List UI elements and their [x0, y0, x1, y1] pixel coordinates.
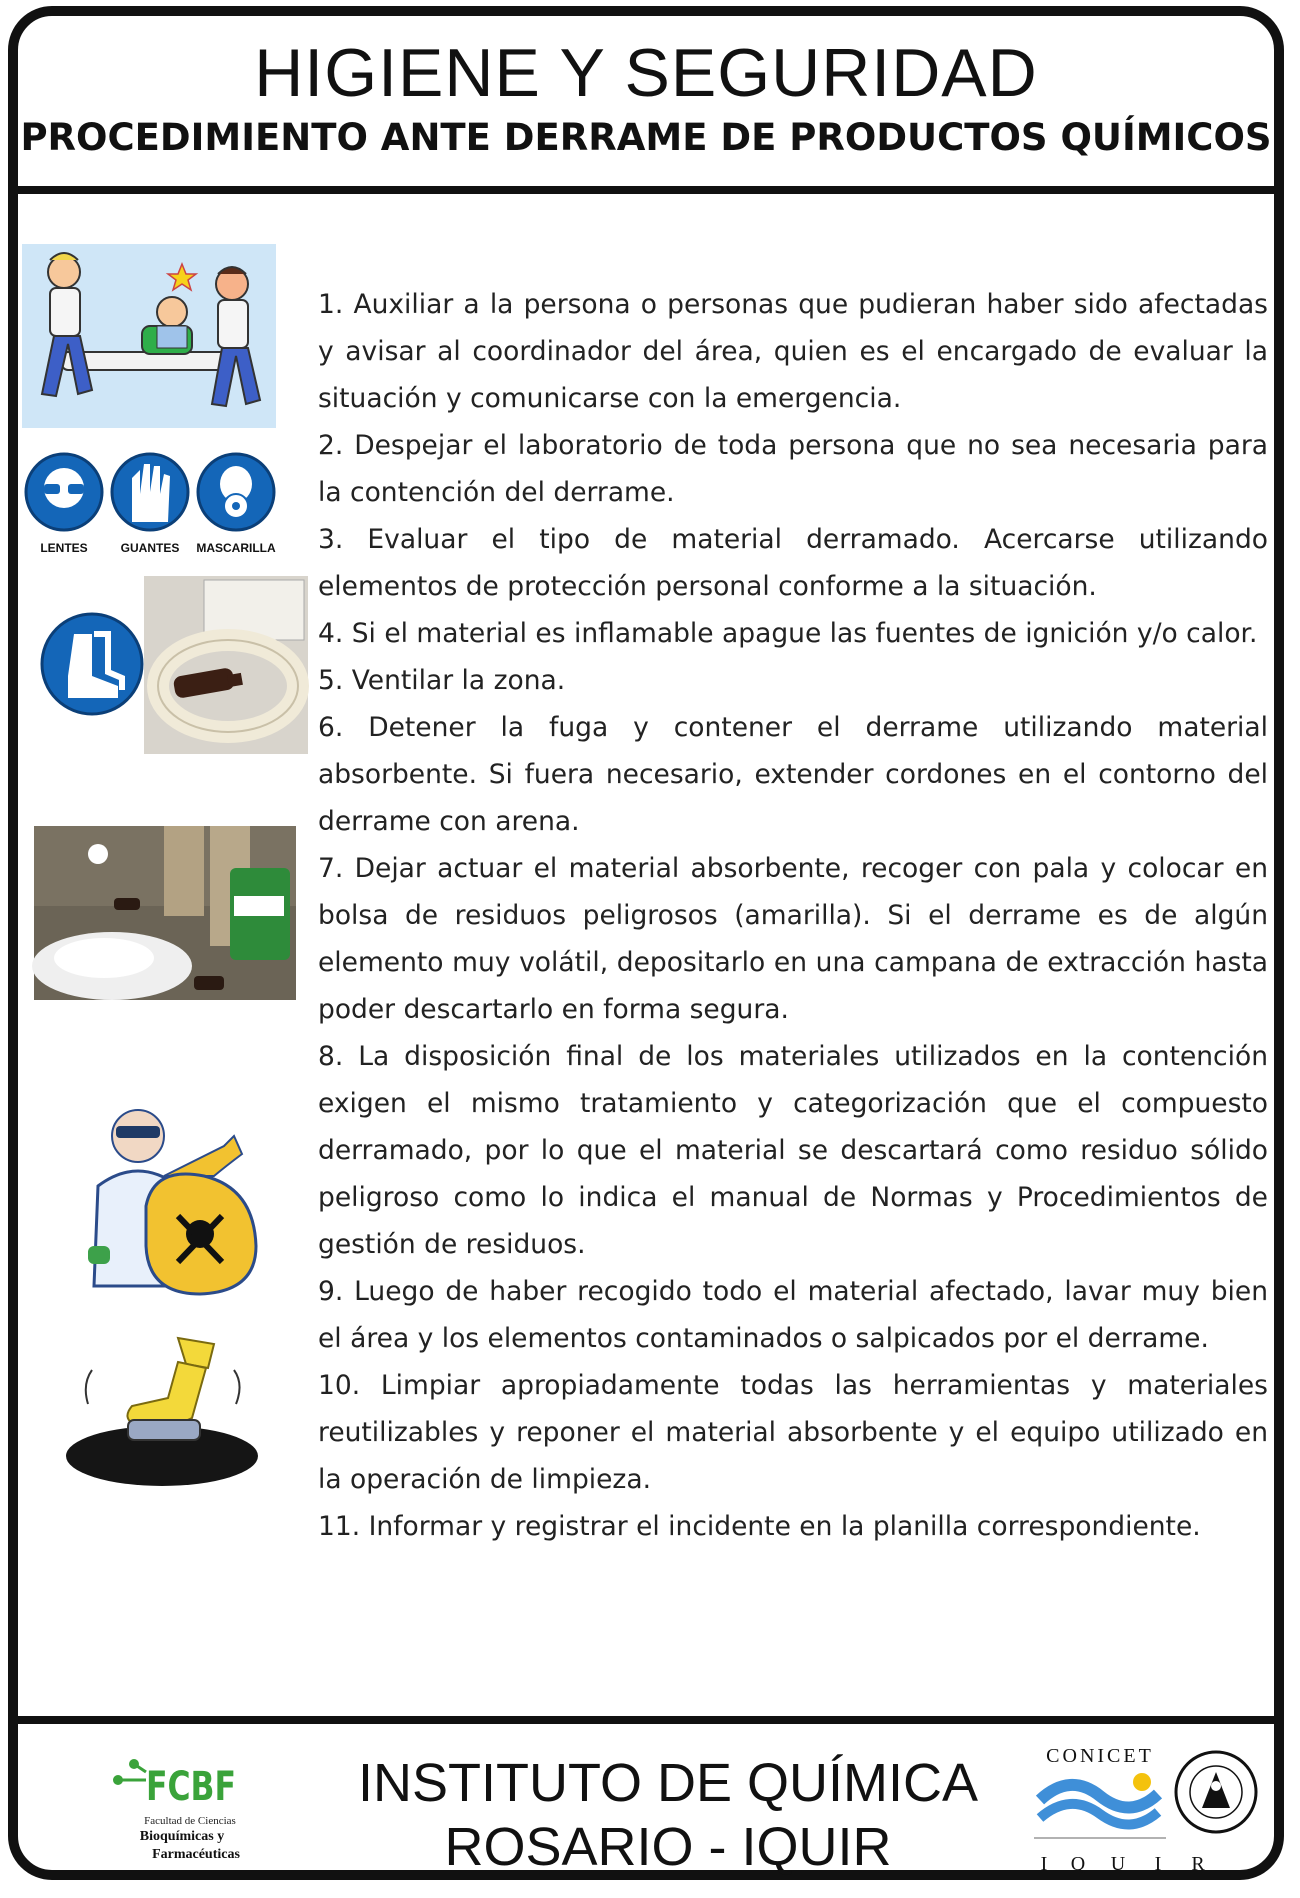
mascarilla-label: MASCARILLA — [196, 541, 276, 555]
unr-seal-icon — [1176, 1752, 1256, 1832]
conicet-name: CONICET — [1046, 1745, 1154, 1767]
absorbent-sock-photo — [144, 576, 308, 754]
lentes-label: LENTES — [40, 541, 88, 555]
step-2: 2. Despejar el laboratorio de toda persona que no sea necesaria para la contención del derrame. — [318, 430, 1268, 508]
step-1: 1. Auxiliar a la persona o personas que pudieran haber sido afectadas y avisar al coordinador del área, quien es el encargado de evaluar la situación y comunicarse con la emergencia. — [318, 289, 1268, 414]
gloves-sign-icon — [112, 454, 188, 530]
safety-boots-sign-icon — [34, 606, 150, 722]
step-3: 3. Evaluar el tipo de material derramado. Acercarse utilizando elementos de protección personal conforme a la situación. — [318, 524, 1268, 602]
iquir-letter-q: Q — [1070, 1853, 1086, 1875]
fcbf-line1: Facultad de Ciencias — [144, 1815, 236, 1827]
step-11: 11. Informar y registrar el incidente en la planilla correspondiente. — [318, 1511, 1201, 1542]
fcbf-line3: Farmacéuticas — [152, 1847, 240, 1862]
fcbf-logo — [106, 1742, 246, 1868]
step-7: 7. Dejar actuar el material absorbente, recoger con pala y colocar en bolsa de residuos peligrosos (amarilla). Si el derrame es de algún elemento muy volátil, depositarlo en una campana de extracción hasta poder descartarlo en forma segura. — [318, 853, 1268, 1025]
iquir-letter-u: U — [1110, 1853, 1126, 1875]
header — [18, 16, 1274, 194]
step-4: 4. Si el material es inflamable apague las fuentes de ignición y/o calor. — [318, 618, 1258, 649]
fcbf-line2: Bioquímicas y — [139, 1829, 225, 1844]
iquir-letter-i2: I — [1154, 1853, 1162, 1875]
step-6: 6. Detener la fuga y contener el derrame utilizando material absorbente. Si fuera necesario, extender cordones en el contorno del derrame con arena. — [318, 712, 1268, 837]
page-subtitle: PROCEDIMIENTO ANTE DERRAME DE PRODUCTOS QUÍMICOS — [20, 116, 1272, 159]
conicet-iquir-logo — [1030, 1742, 1270, 1882]
footer — [18, 1716, 1274, 1898]
institute-name-line2: ROSARIO - IQUIR — [444, 1817, 892, 1877]
iquir-letter-r: R — [1191, 1853, 1205, 1875]
step-8: 8. La disposición final de los materiales utilizados en la contención exigen el mismo tratamiento y categorización que el compuesto derramado, por lo que el material se descartará como residuo sólido peligroso como lo indica el manual de Normas y Procedimientos de gestión de residuos. — [318, 1041, 1268, 1260]
poster-frame — [8, 6, 1284, 1880]
step-9: 9. Luego de haber recogido todo el material afectado, lavar muy bien el área y los elementos contaminados o salpicados por el derrame. — [318, 1276, 1268, 1354]
step-10: 10. Limpiar apropiadamente todas las herramientas y materiales reutilizables y reponer el material absorbente y el equipo utilizado en la operación de limpieza. — [318, 1370, 1268, 1495]
iquir-letter-i: I — [1040, 1853, 1048, 1875]
safety-glasses-sign-icon — [26, 454, 102, 530]
page-title: HIGIENE Y SEGURIDAD — [254, 35, 1038, 111]
fcbf-mark: FCBF — [146, 1764, 236, 1810]
ppe-signs — [22, 448, 276, 566]
rescue-stretcher-illustration — [22, 244, 276, 428]
step-5: 5. Ventilar la zona. — [318, 665, 566, 696]
institute-name-line1: INSTITUTO DE QUÍMICA — [357, 1753, 979, 1813]
absorbent-powder-photo — [34, 826, 296, 1000]
cleaning-spill-illustration — [58, 1334, 268, 1494]
hazardous-waste-bag-illustration — [74, 1096, 270, 1302]
procedure-steps — [318, 281, 1268, 1550]
respirator-mask-sign-icon — [198, 454, 274, 530]
guantes-label: GUANTES — [120, 541, 180, 555]
